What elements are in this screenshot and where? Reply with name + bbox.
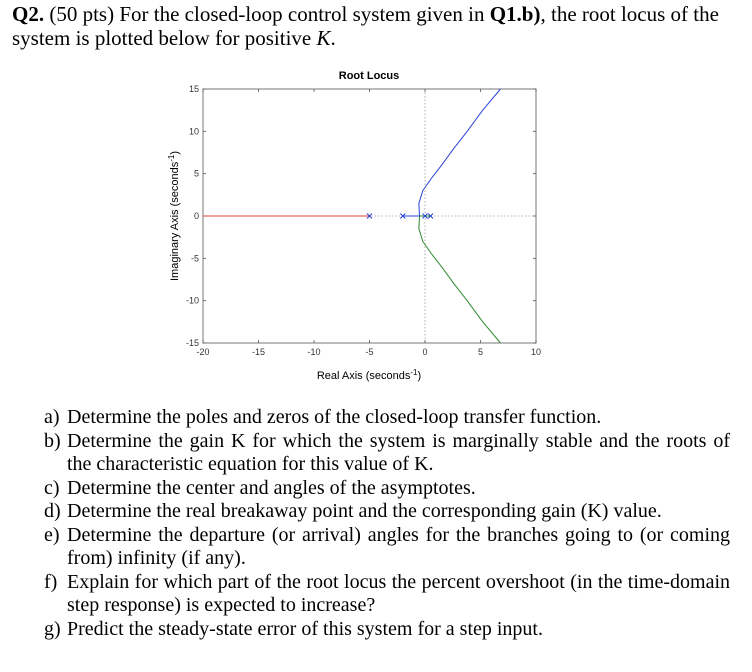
- x-tick-label: -20: [196, 347, 210, 357]
- y-tick-label: -10: [185, 295, 199, 306]
- question-part: [12, 524, 730, 571]
- y-axis-label: Imaginary Axis (seconds$^{-1}$): [167, 150, 181, 282]
- part-text: Determine the center and angles of the asymptotes.: [67, 476, 476, 499]
- y-tick-label: 15: [188, 84, 199, 94]
- x-tick-label: -10: [307, 347, 321, 357]
- part-text: Determine the departure (or arrival) angles for the branches going to (or coming from) infinity (if any).: [67, 523, 730, 569]
- x-tick-label: -15: [251, 347, 266, 357]
- part-text: Determine the gain K for which the system is marginally stable and the roots of the characteristic equation for this value of K.: [67, 429, 730, 475]
- question-part: [12, 406, 730, 430]
- part-label: a): [44, 406, 60, 428]
- part-label: d): [44, 500, 61, 522]
- y-tick-label: -15: [185, 338, 199, 348]
- locus-branch-lower: [419, 216, 501, 343]
- locus-branch-upper: [419, 89, 501, 216]
- gain-symbol: K: [316, 26, 331, 50]
- y-tick-label: 0: [193, 211, 199, 221]
- question-parts: [12, 406, 730, 641]
- part-text: Explain for which part of the root locus the percent overshoot (in the time-domain step response) is expected to increase?: [67, 570, 730, 616]
- x-axis-label: Real Axis (seconds$^{-1}$): [316, 368, 422, 382]
- x-tick-label: -5: [365, 347, 374, 357]
- part-label: e): [44, 523, 60, 546]
- y-tick-label: -5: [190, 253, 199, 264]
- question-text: For the closed-loop control system given in: [119, 2, 485, 26]
- part-label: g): [44, 617, 61, 640]
- question-part: [12, 430, 730, 477]
- question-part: [12, 571, 730, 618]
- x-tick-label: 10: [530, 347, 542, 357]
- question-points: (50 pts): [49, 2, 115, 26]
- question-part: [12, 618, 730, 642]
- part-label: b): [44, 429, 61, 452]
- part-text: Determine the poles and zeros of the closed-loop transfer function.: [67, 406, 602, 428]
- question-text-continued: , the root locus of the system is plotted below for positive: [12, 2, 719, 50]
- part-label: f): [44, 570, 58, 593]
- x-tick-label: 5: [477, 347, 484, 357]
- question-reference: Q1.b): [489, 2, 541, 26]
- question-part: [12, 500, 730, 524]
- chart-title: Root Locus: [338, 70, 400, 82]
- part-label: c): [44, 476, 60, 499]
- y-tick-label: 10: [188, 126, 199, 137]
- tick-layer: [186, 84, 541, 357]
- part-text: Determine the real breakaway point and the corresponding gain (K) value.: [67, 500, 662, 522]
- question-end: .: [330, 26, 336, 50]
- question-number: Q2.: [12, 2, 45, 26]
- x-tick-label: 0: [422, 347, 428, 357]
- y-tick-label: 5: [193, 168, 199, 179]
- question-part: [12, 477, 730, 501]
- part-text: Predict the steady-state error of this system for a step input.: [67, 617, 543, 640]
